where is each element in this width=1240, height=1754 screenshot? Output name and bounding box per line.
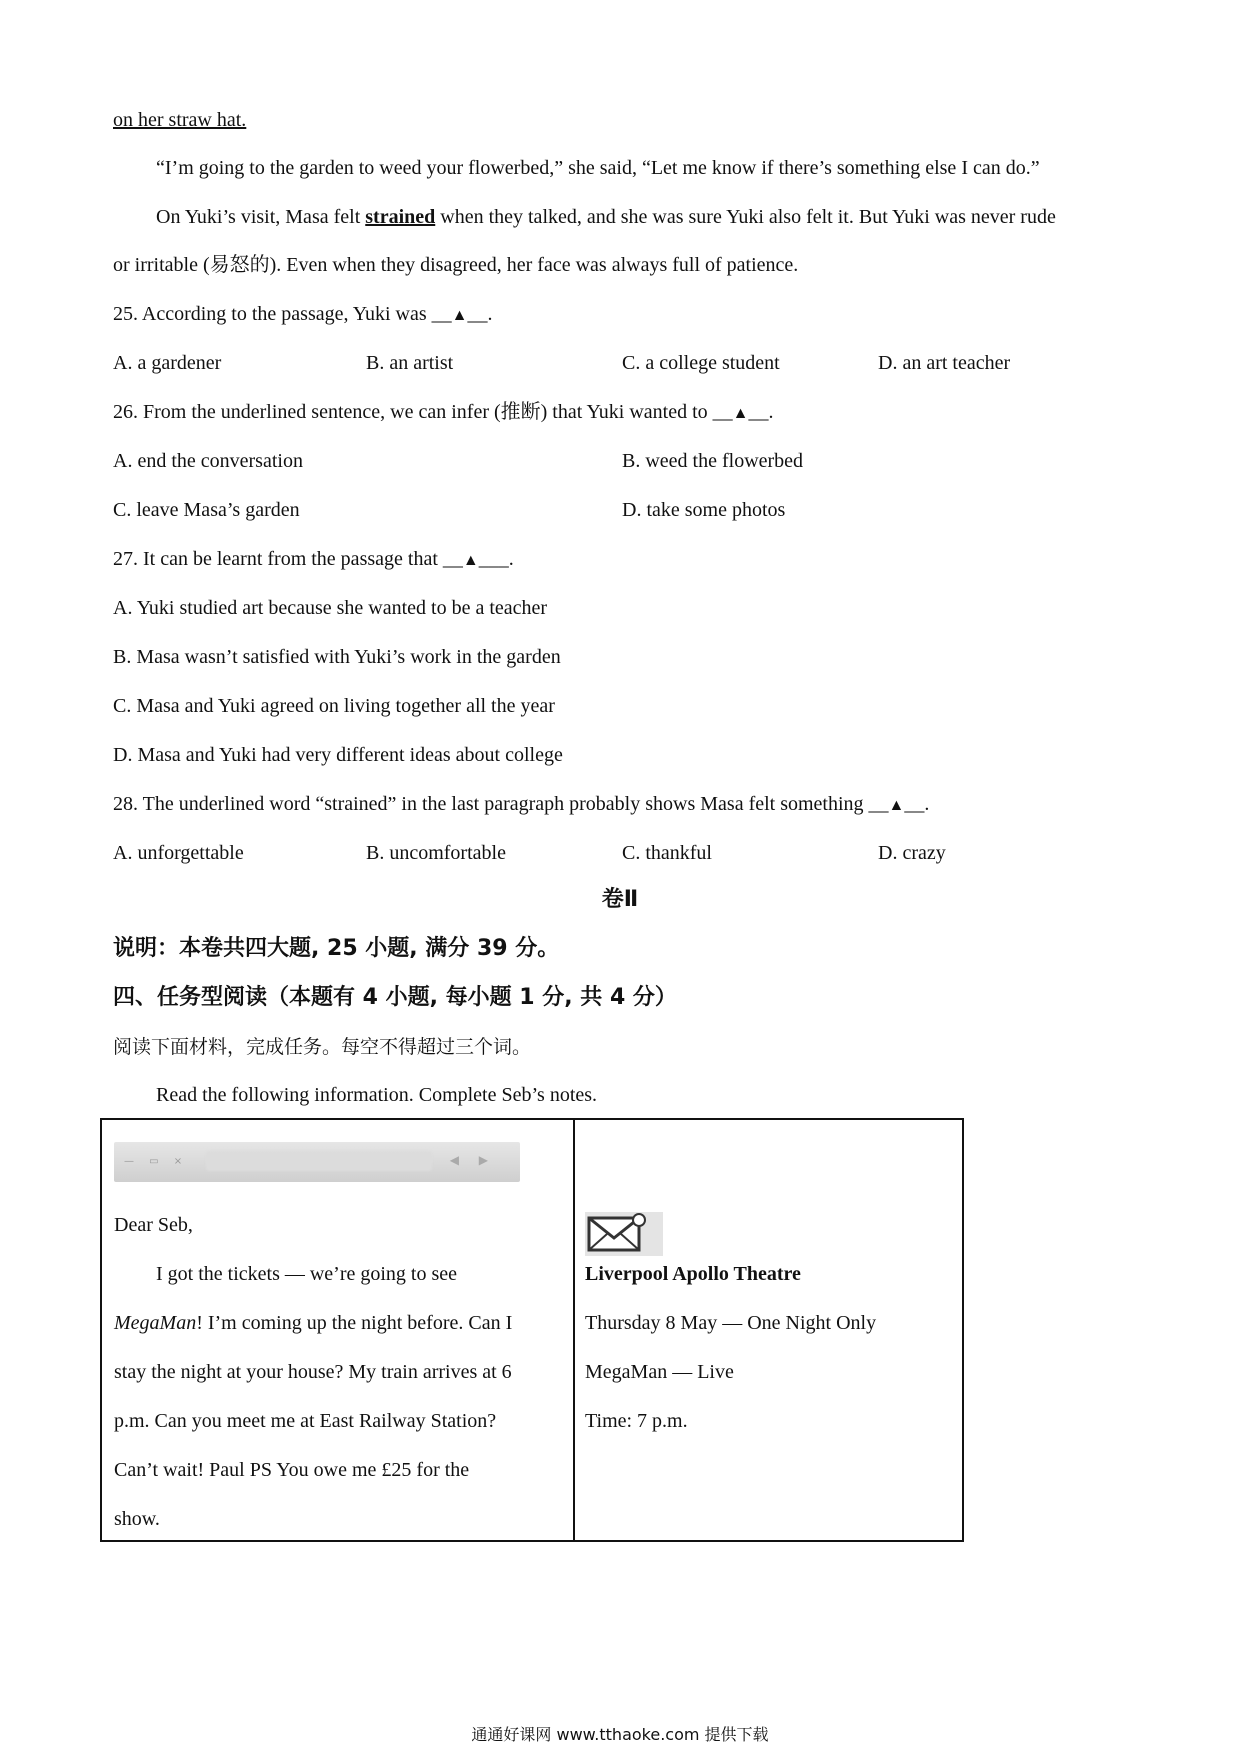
show-date: Thursday 8 May — One Night Only [585,1312,877,1334]
page-footer: 通通好课网 www.tthaoke.com 提供下载 [471,1725,769,1744]
section-2-note: 说明：本卷共四大题, 25 小题, 满分 39 分。 [113,936,560,961]
q27-option-a: A. Yuki studied art because she wanted to be a teacher [113,597,548,619]
q26-option-c: C. leave Masa’s garden [113,499,300,521]
q26-option-d: D. take some photos [622,499,786,521]
answer-blank-triangle-icon: ▲ [888,797,905,814]
passage-line-1: “I’m going to the garden to weed your flowerbed,” she said, “Let me know if there’s something else I can do.” [156,157,1040,179]
task-table [100,1118,964,1542]
passage-line-0: on her straw hat. [113,109,247,131]
question-28 [113,791,1140,819]
theatre-name: Liverpool Apollo Theatre [585,1263,801,1285]
question-26-stem: 26. From the underlined sentence, we can infer (推断) that Yuki wanted to [113,401,713,423]
ticket-cell [573,1120,963,1540]
email-window-bar [114,1142,520,1182]
q25-option-c: C. a college student [622,352,780,374]
email-line-5: Can’t wait! Paul PS You owe me £25 for the [114,1459,470,1481]
answer-blank-left: __ [712,401,733,423]
section-2-title: 卷Ⅱ [601,887,639,912]
answer-blank-right: __. [748,401,774,423]
q28-option-c: C. thankful [622,842,712,864]
passage-line-2-end: when they talked, and she was sure Yuki also felt it. But Yuki was never rude [435,206,1056,228]
answer-blank-triangle-icon: ▲ [732,405,749,422]
envelope-icon [585,1212,663,1256]
question-26 [113,399,1140,427]
answer-blank-right: __. [904,793,930,815]
q28-option-d: D. crazy [878,842,946,864]
passage-line-2 [156,204,1140,230]
q27-option-b: B. Masa wasn’t satisfied with Yuki’s work in the garden [113,646,561,668]
email-line-2-rest: ! I’m coming up the night before. Can I [196,1312,513,1334]
window-controls-icon: — ▭ × [124,1156,189,1167]
email-line-2 [114,1310,512,1336]
show-name-italic: MegaMan [114,1312,197,1334]
email-line-1: I got the tickets — we’re going to see [156,1263,458,1285]
q25-option-a: A. a gardener [113,352,222,374]
q28-option-b: B. uncomfortable [366,842,506,864]
q27-option-c: C. Masa and Yuki agreed on living together all the year [113,695,555,717]
question-25 [113,301,1140,329]
instruction-english: Read the following information. Complete Seb’s notes. [156,1084,598,1106]
underlined-word-strained: strained [365,206,436,228]
q27-option-d: D. Masa and Yuki had very different ideas about college [113,744,563,766]
q26-option-a: A. end the conversation [113,450,303,472]
answer-blank-right: ___. [478,548,514,570]
answer-blank-triangle-icon: ▲ [451,307,468,324]
question-25-stem: 25. According to the passage, Yuki was [113,303,432,325]
email-line-6: show. [114,1508,160,1530]
email-line-3: stay the night at your house? My train arrives at 6 [114,1361,512,1383]
question-27 [113,546,1140,574]
answer-blank-triangle-icon: ▲ [462,552,479,569]
passage-line-3: or irritable (易怒的). Even when they disagreed, her face was always full of patience. [113,254,799,276]
email-greeting: Dear Seb, [114,1214,193,1236]
question-28-stem: 28. The underlined word “strained” in the last paragraph probably shows Masa felt something [113,793,869,815]
answer-blank-left: __ [442,548,463,570]
answer-blank-right: __. [467,303,493,325]
question-27-stem: 27. It can be learnt from the passage that [113,548,443,570]
q28-option-a: A. unforgettable [113,842,244,864]
q25-option-d: D. an art teacher [878,352,1011,374]
q25-option-b: B. an artist [366,352,454,374]
nav-arrows-icon: ◀ ▶ [449,1153,496,1167]
show-title: MegaMan — Live [585,1361,734,1383]
answer-blank-left: __ [431,303,452,325]
email-line-4: p.m. Can you meet me at East Railway Station? [114,1410,497,1432]
part-4-title: 四、任务型阅读（本题有 4 小题, 每小题 1 分, 共 4 分） [113,985,677,1010]
show-time: Time: 7 p.m. [585,1410,688,1432]
q26-option-b: B. weed the flowerbed [622,450,804,472]
instruction-chinese: 阅读下面材料，完成任务。每空不得超过三个词。 [113,1036,532,1058]
answer-blank-left: __ [868,793,889,815]
address-bar-icon [206,1151,432,1171]
passage-line-2-start: On Yuki’s visit, Masa felt [156,206,366,228]
